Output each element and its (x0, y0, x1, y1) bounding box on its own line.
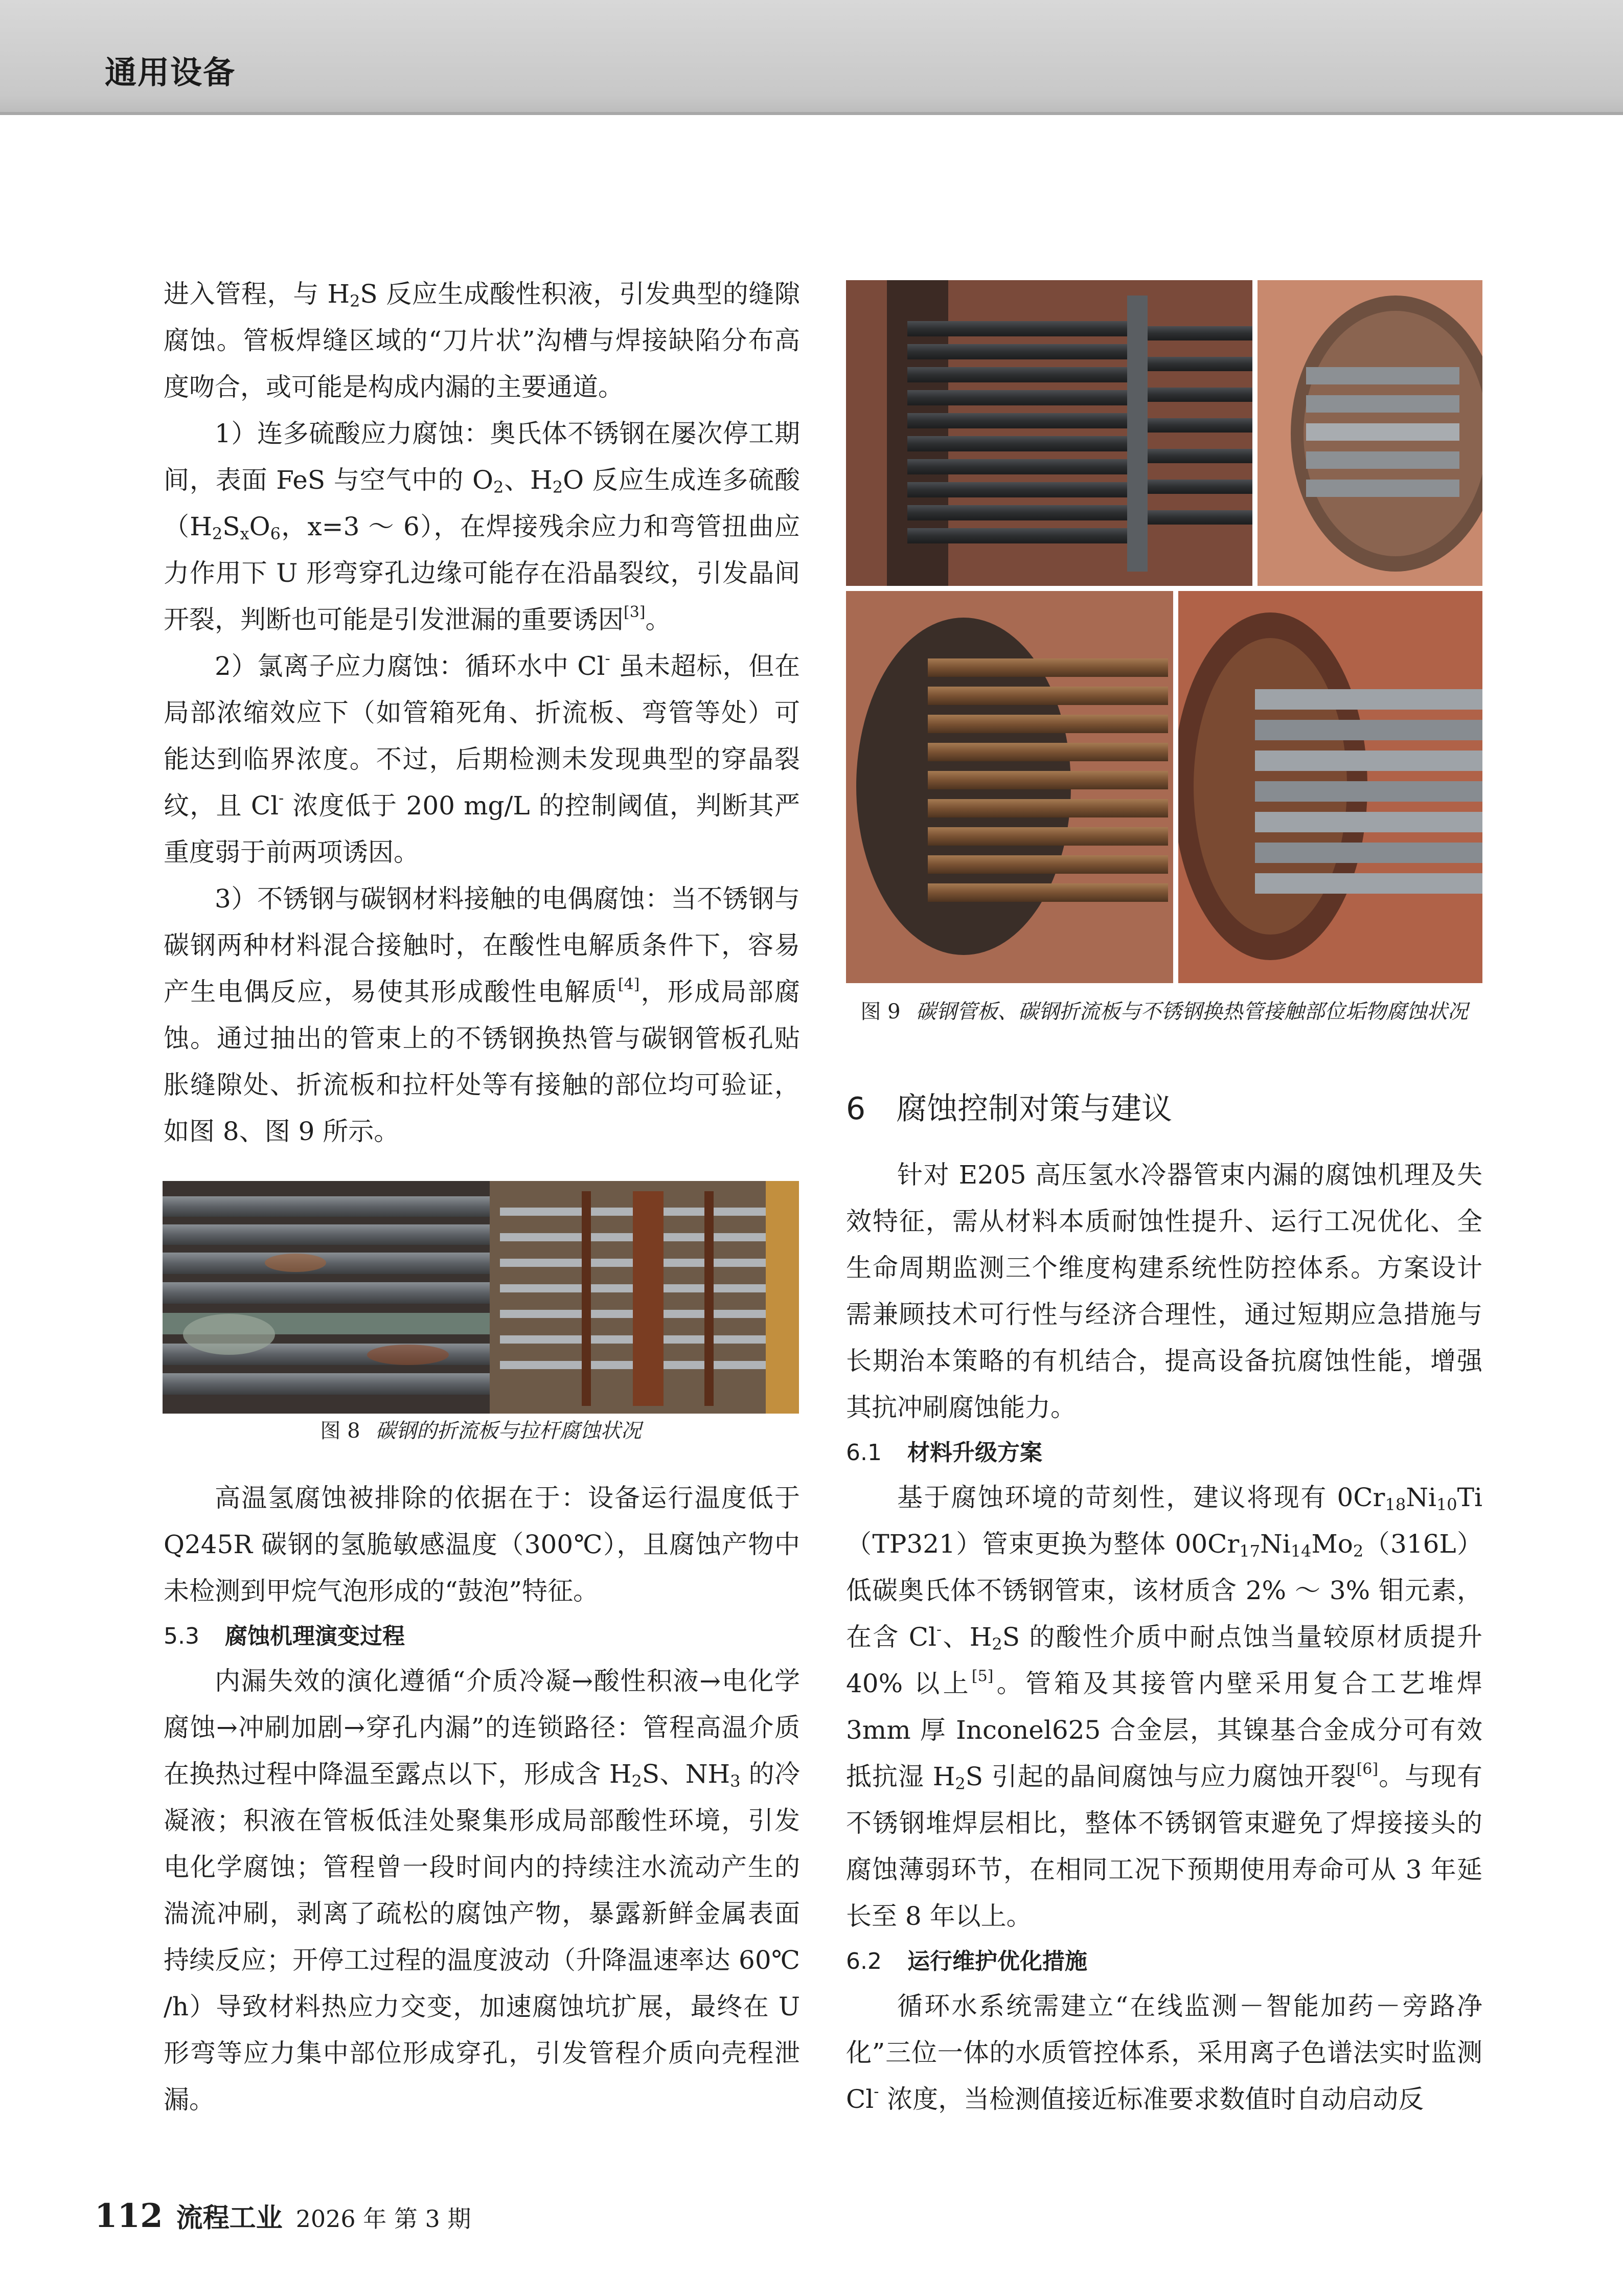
paragraph-3: 2）氯离子应力腐蚀：循环水中 Cl- 虽未超标，但在局部浓缩效应下（如管箱死角、折流板、弯管等处）可能达到临界浓度。不过，后期检测未发现典型的穿晶裂纹，且 Cl- 浓度低于 200 mg/L 的控制阈值，判断其严重度弱于前两项诱因。 (164, 650, 800, 867)
paragraph-7: 针对 E205 高压氢水冷器管束内漏的腐蚀机理及失效特征，需从材料本质耐蚀性提升、运行工况优化、全生命周期监测三个维度构建系统性防控体系。方案设计需兼顾技术可行性与经济合理性，通过短期应急措施与长期治本策略的有机结合，提高设备抗腐蚀性能，增强其抗冲刷腐蚀能力。 (846, 1160, 1482, 1422)
page-number: 112 (95, 2197, 163, 2235)
figure-8-caption (163, 1415, 799, 1447)
left-column-top (164, 271, 800, 1155)
section-6-heading: 6 腐蚀控制对策与建议 (846, 1091, 1173, 1127)
paragraph-9: 循环水系统需建立“在线监测－智能加药－旁路净化”三位一体的水质管控体系，采用离子色谱法实时监测 Cl- 浓度，当检测值接近标准要求数值时自动启动反 (846, 1991, 1482, 2114)
figure-9-caption (859, 996, 1470, 1028)
section-6-1-heading: 6.1 材料升级方案 (846, 1440, 1042, 1466)
section-6-2-heading: 6.2 运行维护优化措施 (846, 1948, 1087, 1974)
figure-9-number: 图 9 (860, 1000, 901, 1024)
figure-9-photo (846, 280, 1482, 983)
figure-8-image (163, 1181, 799, 1414)
paragraph-1: 进入管程，与 $H_2S$ 反应生成酸性积液，引发典型的缝隙腐蚀。管板焊缝区域的“刀片状”沟槽与焊接缺陷分布高度吻合，或可能是构成内漏的主要通道。 (164, 279, 800, 402)
section-title: 通用设备 (105, 54, 236, 91)
figure-9-caption-text: 碳钢管板、碳钢折流板与不锈钢换热管接触部位垢物腐蚀状况 (916, 1000, 1468, 1024)
figure-8-number: 图 8 (320, 1419, 360, 1443)
issue-info: 2026 年 第 3 期 (295, 2205, 471, 2233)
paragraph-6: 内漏失效的演化遵循“介质冷凝→酸性积液→电化学腐蚀→冲刷加剧→穿孔内漏”的连锁路径：管程高温介质在换热过程中降温至露点以下，形成含 $H_2S$、$NH_3$ 的冷凝液；积液在管板低洼处聚集形成局部酸性环境，引发电化学腐蚀；管程曾一段时间内的持续注水流动产生的湍流冲刷，剥离了疏松的腐蚀产物，暴露新鲜金属表面持续反应；开停工过程的温度波动（升降温速率达 60℃ /h）导致材料热应力交变，加速腐蚀坑扩展，最终在 U 形弯等应力集中部位形成穿孔，引发管程介质向壳程泄漏。 (164, 1666, 801, 2115)
paragraph-8: 基于腐蚀环境的苛刻性，建议将现有 $0Cr_{18}Ni_{10}Ti(TP321)$管束更换为整体 $00Cr_{17}Ni_{14}Mo_2(316L)$低碳奥氏体不锈钢管束，该材质含 2% ～ 3% 钼元素，在含 Cl-、$H_2S$ 的酸性介质中耐点蚀当量较原材质提升 40% 以上[5]。管箱及其接管内壁采用复合工艺堆焊 3mm 厚 Inconel625 合金层，其镍基合金成分可有效抵抗湿 $H_2S$ 引起的晶间腐蚀与应力腐蚀开裂[6]。与现有不锈钢堆焊层相比，整体不锈钢管束避免了焊接接头的腐蚀薄弱环节，在相同工况下预期使用寿命可从 3 年延长至 8 年以上。 (846, 1483, 1483, 1931)
figure-8-caption-text: 碳钢的折流板与拉杆腐蚀状况 (375, 1419, 642, 1443)
section-5-3-heading: 5.3 腐蚀机理演变过程 (164, 1623, 405, 1649)
header-bar (0, 0, 1623, 115)
page-footer (95, 2196, 471, 2235)
figure-9-image (846, 280, 1482, 983)
paragraph-4: 3）不锈钢与碳钢材料接触的电偶腐蚀：当不锈钢与碳钢两种材料混合接触时，在酸性电解质条件下，容易产生电偶反应，易使其形成酸性电解质[4]，形成局部腐蚀。通过抽出的管束上的不锈钢换热管与碳钢管板孔贴胀缝隙处、折流板和拉杆处等有接触的部位均可验证，如图 8、图 9 所示。 (164, 884, 801, 1146)
paragraph-2: 1）连多硫酸应力腐蚀：奥氏体不锈钢在屡次停工期间，表面 FeS 与空气中的 $O_2$、$H_2O$ 反应生成连多硫酸（$H_2S_xO_6$，x=3 ～ 6），在焊接残余应力和弯管扭曲应力作用下 U 形弯穿孔边缘可能存在沿晶裂纹，引发晶间开裂，判断也可能是引发泄漏的重要诱因[3]。 (164, 419, 800, 634)
figure-8-photo (163, 1181, 799, 1414)
paragraph-5: 高温氢腐蚀被排除的依据在于：设备运行温度低于 Q245R 碳钢的氢脆敏感温度（300℃），且腐蚀产物中未检测到甲烷气泡形成的“鼓泡”特征。 (164, 1483, 800, 1606)
left-column-bottom (164, 1475, 800, 2123)
journal-name: 流程工业 (176, 2202, 283, 2234)
right-column-text (846, 1152, 1482, 2123)
